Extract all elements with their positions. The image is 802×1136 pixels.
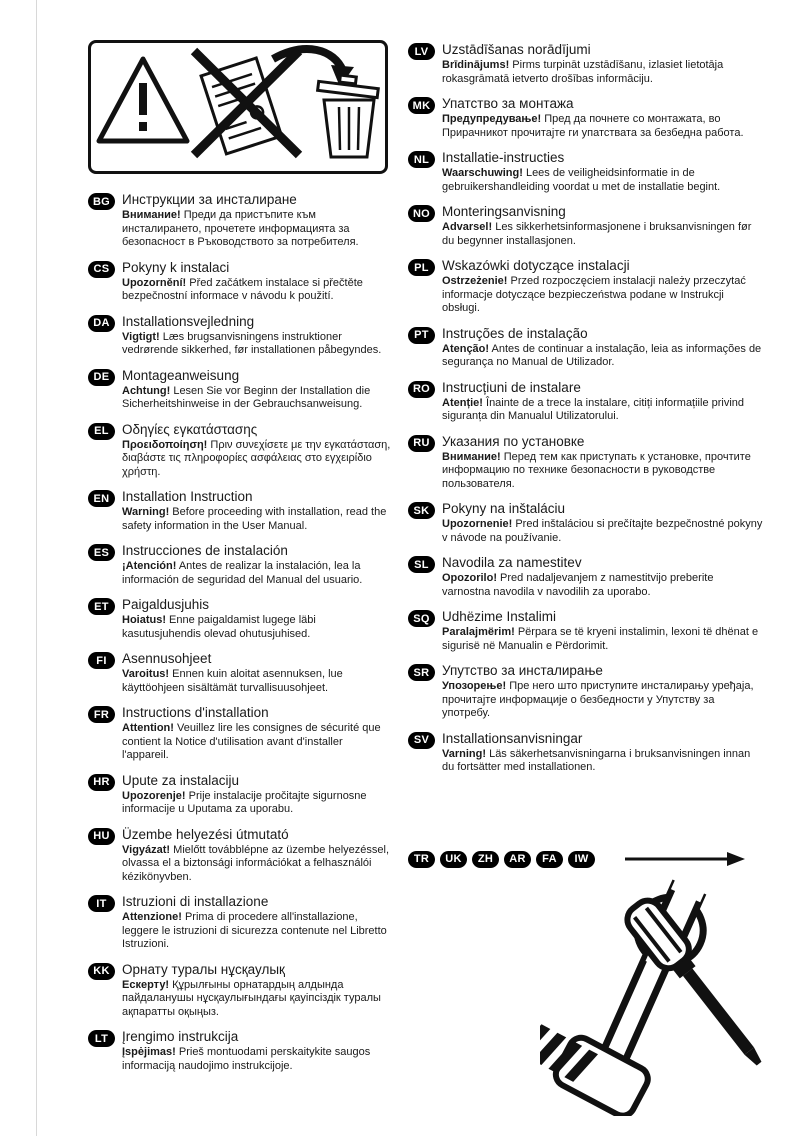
language-text: Ostrzeżenie! Przed rozpoczęciem instalacji należy przeczytać informacje dotyczące bezpieczeństwa podane w Instrukcji obsługi. bbox=[442, 275, 746, 314]
language-entry-en bbox=[88, 489, 392, 533]
language-title: Asennusohjeet bbox=[122, 651, 212, 666]
language-entry-body bbox=[122, 773, 392, 817]
language-entry-sk bbox=[408, 501, 764, 545]
language-badge-no: NO bbox=[408, 205, 435, 222]
language-column-right bbox=[408, 42, 764, 785]
language-entry-es bbox=[88, 543, 392, 587]
language-text: Advarsel! Les sikkerhetsinformasjonene i bruksanvisningen før du begynner installasjonen. bbox=[442, 221, 752, 247]
language-text: Upozornenie! Pred inštaláciou si prečítajte bezpečnostné pokyny v návode na používanie. bbox=[442, 518, 763, 544]
language-title: Udhëzime Instalimi bbox=[442, 609, 557, 624]
language-column-left bbox=[88, 192, 392, 1083]
language-entry-nl bbox=[408, 150, 764, 194]
language-badge-lv: LV bbox=[408, 43, 435, 60]
language-entry-fr bbox=[88, 705, 392, 763]
language-badge-mk: MK bbox=[408, 97, 435, 114]
warning-word: Προειδοποίηση! bbox=[122, 438, 208, 451]
language-entry-body bbox=[442, 42, 764, 86]
warning-word: Upozornění! bbox=[122, 276, 187, 289]
language-entry-body bbox=[122, 489, 392, 533]
installation-tools-illustration bbox=[540, 878, 766, 1116]
language-text: Attenzione! Prima di procedere all'installazione, leggere le istruzioni di sicurezza contenute nel Libretto Istruzioni. bbox=[122, 911, 387, 950]
language-entry-body bbox=[122, 314, 392, 358]
language-badge-cs: CS bbox=[88, 261, 115, 278]
language-title: Installatie-instructies bbox=[442, 150, 565, 165]
language-title: Istruzioni di installazione bbox=[122, 894, 269, 909]
language-text: Предупредување! Пред да почнете со монтажата, во Прирачникот прочитајте ги упатствата за безбедна работа. bbox=[442, 113, 744, 139]
language-text: Warning! Before proceeding with installation, read the safety information in the User Manual. bbox=[122, 506, 387, 532]
language-entry-body bbox=[122, 260, 392, 304]
language-badge-en: EN bbox=[88, 490, 115, 507]
language-badge-bg: BG bbox=[88, 193, 115, 210]
language-title: Pokyny k instalaci bbox=[122, 259, 230, 275]
language-badge-fi: FI bbox=[88, 652, 115, 669]
warning-word: Achtung! bbox=[122, 384, 171, 397]
language-entry-body bbox=[442, 96, 764, 140]
language-entry-body bbox=[442, 150, 764, 194]
language-title: Installationsvejledning bbox=[122, 313, 255, 329]
warning-word: Предупредување! bbox=[442, 113, 542, 125]
language-badge-sk: SK bbox=[408, 502, 435, 519]
language-entry-no bbox=[408, 204, 764, 248]
language-entry-body bbox=[442, 609, 764, 653]
language-title: Инструкции за инсталиране bbox=[122, 192, 297, 207]
language-text: Внимание! Перед тем как приступать к установке, прочтите информацию по технике безопасности в руководстве пользователя. bbox=[442, 450, 751, 490]
language-title: Uzstādīšanas norādījumi bbox=[442, 42, 591, 57]
language-text: Atenție! Înainte de a trece la instalare, citiți informațiile privind siguranța din Manualul Utilizatorului. bbox=[442, 396, 745, 422]
language-entry-body bbox=[122, 422, 392, 480]
warning-word: Vigyázat! bbox=[122, 843, 171, 856]
footer-language-badge-zh: ZH bbox=[472, 851, 499, 868]
language-entry-body bbox=[442, 501, 764, 545]
warning-word: Ескерту! bbox=[122, 978, 170, 991]
language-badge-sl: SL bbox=[408, 556, 435, 573]
language-text: Achtung! Lesen Sie vor Beginn der Installation die Sicherheitshinweise in der Gebrauchsanweisung. bbox=[122, 384, 371, 410]
language-text: Atenção! Antes de continuar a instalação, leia as informações de segurança no Manual de Utilizador. bbox=[442, 342, 762, 368]
language-badge-sr: SR bbox=[408, 664, 435, 681]
language-badge-hu: HU bbox=[88, 828, 115, 845]
language-text: Įspėjimas! Prieš montuodami perskaitykite saugos informaciją naudojimo instrukcijoje. bbox=[122, 1046, 371, 1072]
warning-word: Brīdinājums! bbox=[442, 59, 510, 71]
language-badge-pl: PL bbox=[408, 259, 435, 276]
language-badge-fr: FR bbox=[88, 706, 115, 723]
language-title: Wskazówki dotyczące instalacji bbox=[442, 258, 630, 273]
language-badge-da: DA bbox=[88, 315, 115, 332]
language-badge-lt: LT bbox=[88, 1030, 115, 1047]
language-title: Pokyny na inštaláciu bbox=[442, 501, 566, 516]
language-title: Οδηγίες εγκατάστασης bbox=[122, 421, 258, 437]
footer-language-badge-tr: TR bbox=[408, 851, 435, 868]
language-title: Üzembe helyezési útmutató bbox=[122, 826, 289, 842]
warning-word: Atenção! bbox=[442, 342, 490, 355]
language-title: Instrucțiuni de instalare bbox=[442, 379, 581, 395]
language-title: Navodila za namestitev bbox=[442, 555, 582, 570]
arrow-right-icon bbox=[606, 850, 764, 868]
warning-triangle-icon bbox=[99, 59, 187, 141]
language-text: Upozornění! Před začátkem instalace si přečtěte bezpečnostní informace v návodu k použití. bbox=[122, 276, 363, 302]
language-text: ¡Atención! Antes de realizar la instalación, lea la información de seguridad del Manual del usuario. bbox=[122, 560, 363, 586]
language-title: Upute za instalaciju bbox=[122, 772, 240, 788]
warning-word: Waarschuwing! bbox=[442, 167, 523, 179]
language-text: Brīdinājums! Pirms turpināt uzstādīšanu, izlasiet lietotāja rokasgrāmatā ietverto drošības informāciju. bbox=[442, 59, 724, 85]
language-badge-ru: RU bbox=[408, 435, 435, 452]
warning-word: Varoitus! bbox=[122, 668, 170, 680]
footer-language-badge-ar: AR bbox=[504, 851, 531, 868]
language-text: Varoitus! Ennen kuin aloitat asennuksen, lue käyttöohjeen sisältämät turvallisuusohjeet. bbox=[122, 668, 343, 694]
tools-icon bbox=[540, 878, 766, 1116]
language-badge-it: IT bbox=[88, 895, 115, 912]
language-title: Monteringsanvisning bbox=[442, 204, 566, 219]
language-entry-bg bbox=[88, 192, 392, 250]
language-entry-hr bbox=[88, 773, 392, 817]
language-text: Opozorilo! Pred nadaljevanjem z namestitvijo preberite varnostna navodila v navodilih za uporabo. bbox=[442, 572, 714, 598]
warning-word: Attenzione! bbox=[122, 911, 182, 923]
language-entry-lv bbox=[408, 42, 764, 86]
footer-language-badge-uk: UK bbox=[440, 851, 467, 868]
language-entry-body bbox=[442, 380, 764, 424]
language-entry-pl bbox=[408, 258, 764, 316]
page-scan-edge bbox=[36, 0, 37, 1136]
language-text: Waarschuwing! Lees de veiligheidsinformatie in de gebruikershandleiding voordat u met de installatie begint. bbox=[442, 167, 721, 193]
language-badge-ro: RO bbox=[408, 381, 435, 398]
language-entry-body bbox=[122, 597, 392, 641]
language-entry-pt bbox=[408, 326, 764, 370]
language-entry-ro bbox=[408, 380, 764, 424]
language-title: Įrengimo instrukcija bbox=[122, 1029, 239, 1044]
footer-language-badge-iw: IW bbox=[568, 851, 595, 868]
language-entry-sr bbox=[408, 663, 764, 721]
footer-language-badge-fa: FA bbox=[536, 851, 563, 868]
language-entry-sq bbox=[408, 609, 764, 653]
language-entry-de bbox=[88, 368, 392, 412]
language-entry-body bbox=[122, 705, 392, 763]
language-entry-mk bbox=[408, 96, 764, 140]
language-title: Montageanweisung bbox=[122, 367, 240, 383]
language-text: Упозорење! Пре него што приступите инсталирању уређаја, прочитајте информације о безбедности у Упутству за употребу. bbox=[442, 680, 754, 719]
language-badge-nl: NL bbox=[408, 151, 435, 168]
warning-word: Atenție! bbox=[442, 396, 483, 409]
language-text: Vigyázat! Mielőtt továbblépne az üzembe helyezéssel, olvassa el a biztonsági információkat a felhasználói kézikönyvben. bbox=[122, 843, 389, 883]
language-entry-body bbox=[122, 651, 392, 695]
language-title: Орнату туралы нұсқаулық bbox=[122, 961, 285, 977]
language-entry-body bbox=[442, 326, 764, 370]
language-entry-et bbox=[88, 597, 392, 641]
discard-manual-warning-illustration bbox=[88, 40, 388, 174]
language-title: Installation Instruction bbox=[122, 489, 253, 504]
language-title: Instruções de instalação bbox=[442, 325, 588, 341]
language-entry-body bbox=[122, 894, 392, 952]
trash-can-icon bbox=[318, 75, 379, 157]
warning-word: Ostrzeżenie! bbox=[442, 275, 508, 287]
language-text: Attention! Veuillez lire les consignes de sécurité que contient la Notice d'utilisation avant d'installer l'appareil. bbox=[122, 722, 381, 761]
language-text: Hoiatus! Enne paigaldamist lugege läbi kasutusjuhendis olevad ohutusjuhised. bbox=[122, 614, 316, 640]
language-entry-body bbox=[122, 827, 392, 885]
language-entry-lt bbox=[88, 1029, 392, 1073]
discard-manual-warning-icon bbox=[91, 43, 385, 171]
warning-word: Upozorenje! bbox=[122, 789, 186, 802]
language-text: Varning! Läs säkerhetsanvisningarna i bruksanvisningen innan du fortsätter med installationen. bbox=[442, 747, 751, 773]
language-entry-body bbox=[442, 555, 764, 599]
language-entry-body bbox=[122, 543, 392, 587]
language-entry-body bbox=[442, 663, 764, 721]
warning-word: Внимание! bbox=[442, 450, 501, 463]
warning-word: Paralajmërim! bbox=[442, 626, 515, 638]
language-title: Упутство за инсталирање bbox=[442, 663, 603, 678]
language-title: Paigaldusjuhis bbox=[122, 597, 210, 612]
language-text: Vigtigt! Læs brugsanvisningens instruktioner vedrørende sikkerhed, før installationen påbegyndes. bbox=[122, 330, 382, 356]
language-entry-it bbox=[88, 894, 392, 952]
warning-word: Warning! bbox=[122, 506, 170, 518]
footer-language-codes-row bbox=[408, 850, 764, 868]
warning-word: Varning! bbox=[442, 747, 487, 760]
language-entry-el bbox=[88, 422, 392, 480]
language-badge-pt: PT bbox=[408, 327, 435, 344]
warning-word: Attention! bbox=[122, 722, 174, 734]
language-text: Upozorenje! Prije instalacije pročitajte sigurnosne informacije u Uputama za uporabu. bbox=[122, 789, 367, 815]
language-badge-kk: KK bbox=[88, 963, 115, 980]
language-entry-body bbox=[442, 731, 764, 775]
language-badge-es: ES bbox=[88, 544, 115, 561]
language-entry-hu bbox=[88, 827, 392, 885]
language-text: Ескерту! Құрылғыны орнатардың алдында пайдаланушы нұсқаулығындағы қауіпсіздік туралы ақпаратты оқыңыз. bbox=[122, 978, 381, 1018]
warning-word: Внимание! bbox=[122, 209, 181, 221]
language-title: Instrucciones de instalación bbox=[122, 543, 288, 558]
warning-word: Įspėjimas! bbox=[122, 1046, 176, 1058]
warning-word: ¡Atención! bbox=[122, 560, 177, 572]
language-entry-cs bbox=[88, 260, 392, 304]
language-entry-sl bbox=[408, 555, 764, 599]
language-title: Указания по установке bbox=[442, 433, 585, 449]
warning-word: Opozorilo! bbox=[442, 572, 497, 584]
language-text: Внимание! Преди да пристъпите към инсталирането, прочетете информацията за безопасност в Ръководството за потребителя. bbox=[122, 209, 359, 248]
language-badge-de: DE bbox=[88, 369, 115, 386]
language-entry-kk bbox=[88, 962, 392, 1020]
language-entry-body bbox=[122, 192, 392, 250]
warning-word: Hoiatus! bbox=[122, 614, 166, 626]
language-badge-et: ET bbox=[88, 598, 115, 615]
language-entry-da bbox=[88, 314, 392, 358]
language-badge-sv: SV bbox=[408, 732, 435, 749]
language-entry-body bbox=[122, 962, 392, 1020]
language-entry-ru bbox=[408, 434, 764, 492]
language-text: Προειδοποίηση! Πριν συνεχίσετε με την εγκατάσταση, διαβάστε τις πληροφορίες ασφάλειας στο εγχειρίδιο χρήστη. bbox=[122, 438, 391, 478]
language-badge-sq: SQ bbox=[408, 610, 435, 627]
language-entry-body bbox=[442, 258, 764, 316]
language-title: Installationsanvisningar bbox=[442, 730, 583, 746]
language-entry-body bbox=[122, 368, 392, 412]
language-title: Упатство за монтажа bbox=[442, 96, 574, 111]
language-title: Instructions d'installation bbox=[122, 705, 269, 720]
language-entry-body bbox=[442, 204, 764, 248]
language-entry-body bbox=[122, 1029, 392, 1073]
warning-word: Упозорење! bbox=[442, 680, 507, 692]
language-entry-sv bbox=[408, 731, 764, 775]
language-entry-body bbox=[442, 434, 764, 492]
footer-badges bbox=[408, 851, 595, 868]
warning-word: Vigtigt! bbox=[122, 330, 160, 343]
language-badge-el: EL bbox=[88, 423, 115, 440]
warning-word: Advarsel! bbox=[442, 221, 493, 233]
warning-word: Upozornenie! bbox=[442, 518, 513, 530]
language-entry-fi bbox=[88, 651, 392, 695]
language-text: Paralajmërim! Përpara se të kryeni instalimin, lexoni të dhënat e sigurisë në Manualin e Përdorimit. bbox=[442, 626, 759, 652]
language-badge-hr: HR bbox=[88, 774, 115, 791]
